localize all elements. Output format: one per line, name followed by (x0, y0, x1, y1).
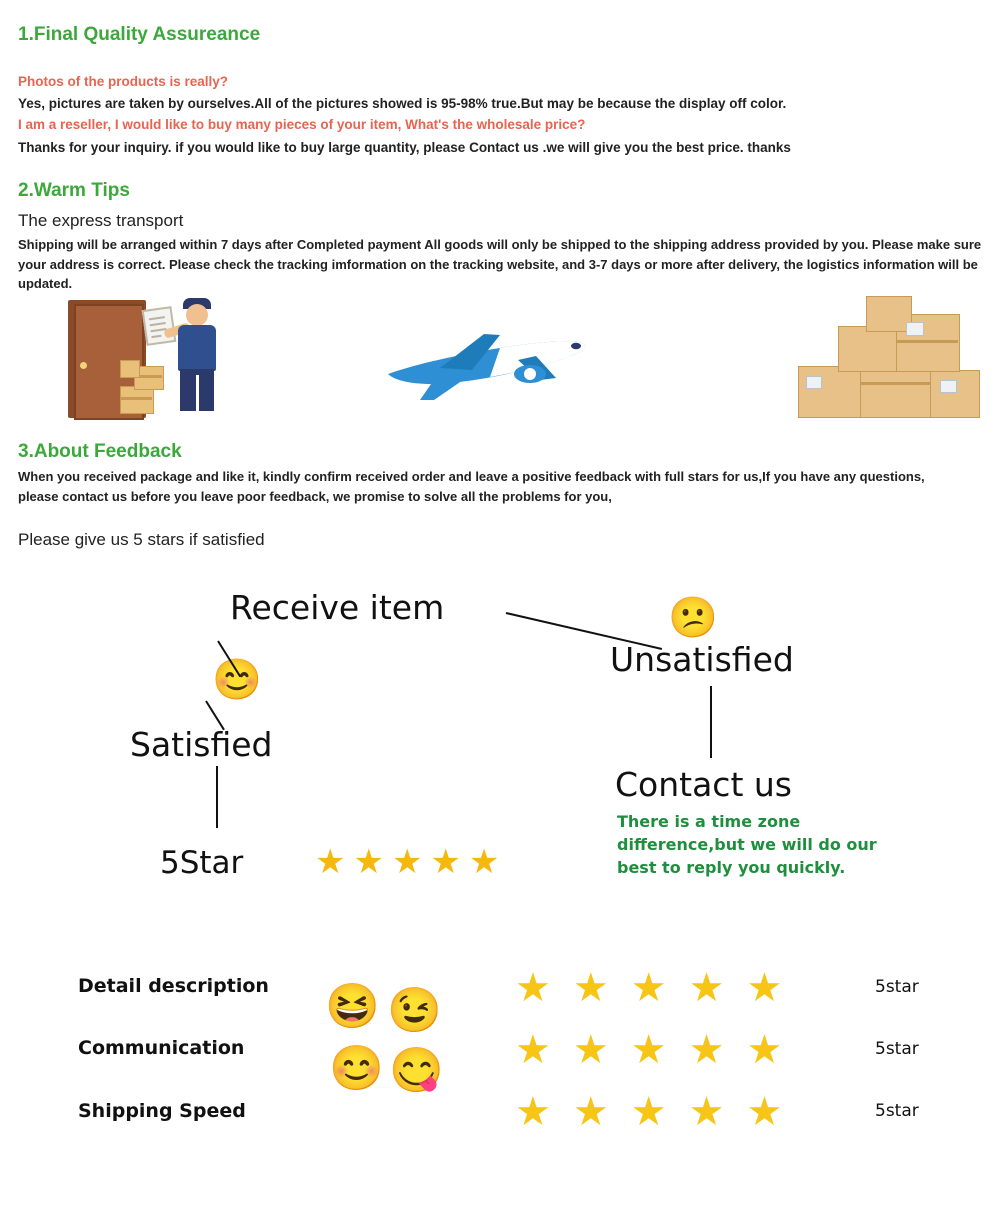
shipping-illustrations (0, 290, 1000, 435)
diagram-satisfied: Satisfied (130, 725, 273, 764)
rating-label-detail-description: Detail description (78, 975, 269, 997)
rating-caption-detail-description: 5star (875, 977, 919, 997)
section-2-subtitle: The express transport (18, 211, 184, 230)
faq-question-1: Photos of the products is really? (18, 74, 229, 89)
rating-caption-communication: 5star (875, 1039, 919, 1059)
faq-answer-2: Thanks for your inquiry. if you would like to buy large quantity, please Contact us .we will give you the best price. thanks (18, 140, 791, 155)
tongue-face-icon: 😋 (389, 1046, 444, 1095)
connector-satisfied-5star (216, 766, 218, 828)
rating-stars-shipping-speed: ★★★★★ (515, 1089, 805, 1135)
five-star-request: Please give us 5 stars if satisfied (18, 530, 265, 549)
faq-question-2: I am a reseller, I would like to buy many pieces of your item, What's the wholesale price? (18, 117, 586, 132)
rating-summary (60, 955, 960, 1170)
connector-receive-unsatisfied (506, 612, 662, 650)
emoji-group (325, 982, 475, 1125)
connector-unsatisfied-contact (710, 686, 712, 758)
section-2-body: Shipping will be arranged within 7 days after Completed payment All goods will only be shipped to the shipping address provided by you. Please make sure your address is correct. Please check the tracking imformation on the tracking website, and 3-7 days or more after delivery, the logistics information will be updated. (18, 237, 982, 291)
rating-stars-detail-description: ★★★★★ (515, 965, 805, 1011)
rating-label-shipping-speed: Shipping Speed (78, 1100, 246, 1122)
winking-face-icon: 😉 (387, 986, 442, 1035)
section-1-title: 1.Final Quality Assureance (18, 24, 261, 45)
confused-face-icon: 😕 (668, 596, 718, 640)
rating-stars-communication: ★★★★★ (515, 1027, 805, 1073)
smiling-face-icon-2: 😊 (329, 1044, 384, 1093)
feedback-flow-diagram (60, 570, 940, 920)
laughing-face-icon: 😆 (325, 982, 380, 1031)
diagram-timezone-note: There is a time zone difference,but we will do our best to reply you quickly. (617, 812, 877, 878)
airplane-icon (380, 308, 600, 418)
section-2-title: 2.Warm Tips (18, 180, 130, 201)
section-3-body: When you received package and like it, kindly confirm received order and leave a positive feedback with full stars for us,If you have any questions, please contact us before you leave poor feedback, we promise to solve all the problems for you, (18, 469, 925, 504)
smiling-face-icon: 😊 (212, 658, 262, 702)
diagram-receive-item: Receive item (230, 588, 445, 627)
diagram-contact-us: Contact us (615, 765, 792, 804)
diagram-5star-label: 5Star (160, 845, 244, 881)
cardboard-boxes-icon (780, 292, 980, 422)
diagram-star-row: ★★★★★ (315, 842, 508, 882)
rating-label-communication: Communication (78, 1037, 245, 1059)
rating-caption-shipping-speed: 5star (875, 1101, 919, 1121)
diagram-unsatisfied: Unsatisfied (610, 640, 794, 679)
faq-answer-1: Yes, pictures are taken by ourselves.All of the pictures showed is 95-98% true.But may be because the display off color. (18, 96, 787, 111)
section-3-title: 3.About Feedback (18, 441, 182, 462)
